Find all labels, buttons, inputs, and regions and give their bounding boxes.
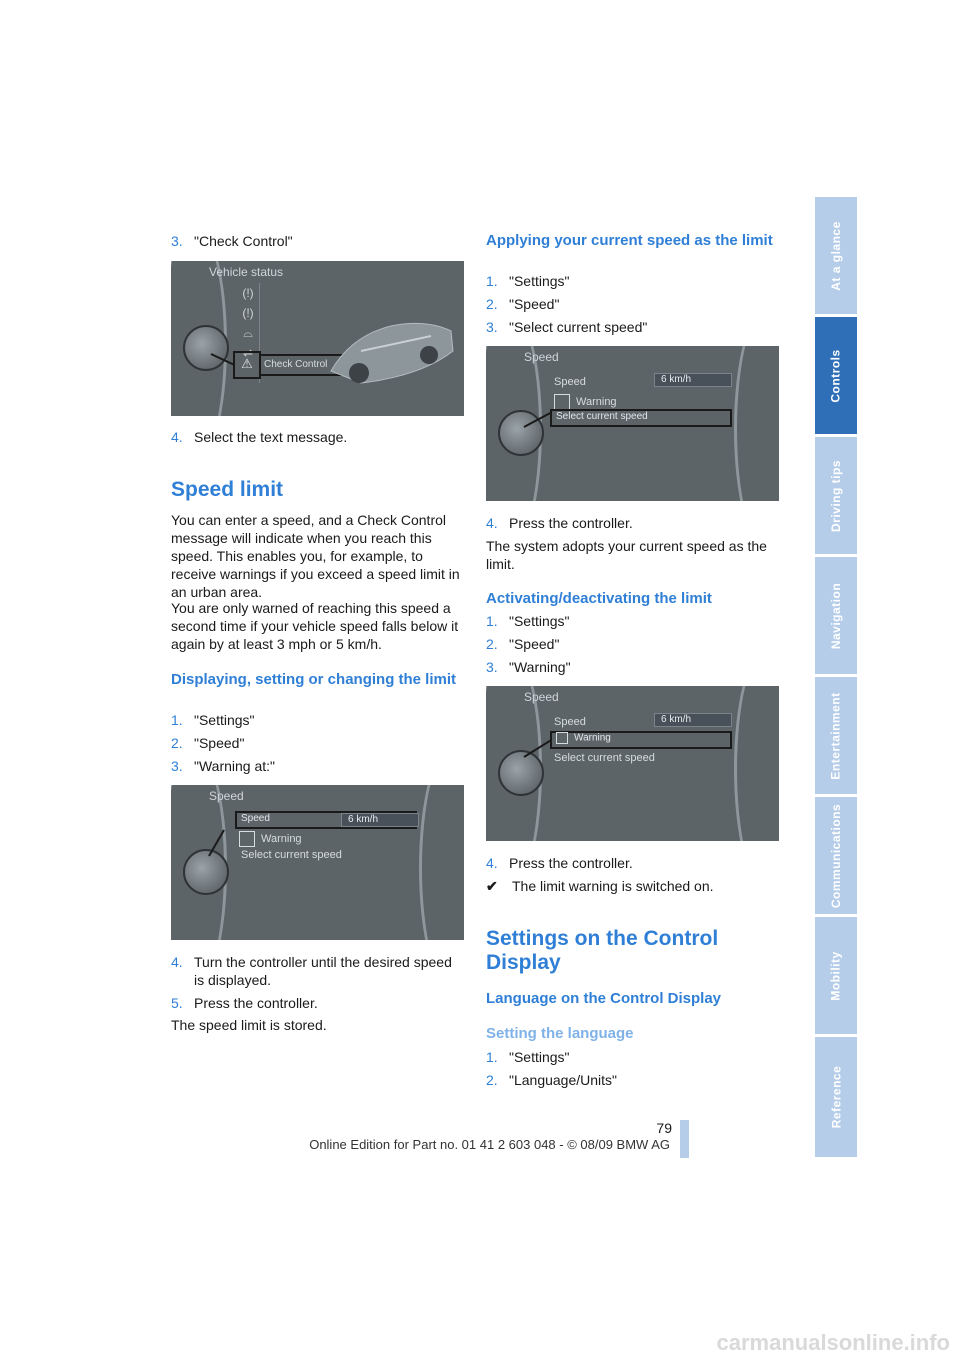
check-control-screenshot — [171, 261, 464, 416]
step-item: 3. "Warning at:" — [171, 758, 276, 774]
step-item: 5. Press the controller. — [171, 995, 318, 1011]
step-item: 4. Turn the controller until the desired speed is displayed. — [171, 954, 452, 988]
step-item: 3. "Warning" — [486, 659, 571, 675]
subsubsection-heading: Setting the language — [486, 1025, 634, 1042]
step-item: 1. "Settings" — [171, 712, 255, 728]
tire-pressure-icon: (!) — [242, 306, 254, 320]
tab-controls[interactable]: Controls — [815, 317, 857, 434]
subsection-heading: Activating/deactivating the limit — [486, 590, 712, 607]
step-item: 1. "Settings" — [486, 273, 570, 289]
section-heading: Speed limit — [171, 478, 284, 501]
step-item: 4. Press the controller. — [486, 515, 633, 531]
speed-screenshot — [171, 785, 464, 940]
subsection-heading: Language on the Control Display — [486, 990, 722, 1007]
section-heading: Settings on the Control Display — [486, 927, 719, 974]
warning-icon: ⚠ — [233, 351, 261, 379]
warning-row: Warning — [550, 731, 732, 749]
warning-option: Warning — [239, 831, 302, 847]
step-item: 1. "Settings" — [486, 613, 570, 629]
warning-screenshot: Speed Speed 6 km/h Warning Select current speed — [486, 686, 779, 841]
step-item: 4. Select the text message. — [171, 429, 348, 445]
tab-navigation[interactable]: Navigation — [815, 557, 857, 674]
subsection-heading: Displaying, setting or changing the limit — [171, 671, 457, 688]
car-illustration — [321, 291, 461, 391]
subsection-heading: Applying your current speed as the limit — [486, 232, 773, 249]
step-item: 1. "Settings" — [486, 1049, 570, 1065]
watermark: carmanualsonline.info — [716, 1330, 950, 1355]
paragraph: The speed limit is stored. — [171, 1017, 327, 1033]
step-item: 4. Press the controller. — [486, 855, 633, 871]
step-item: 2. "Language/Units" — [486, 1072, 618, 1088]
paragraph: You can enter a speed, and a Check Control message will indicate when you reach this speed. This enables you, for example, to receive warnings if you exceed a speed limit in an urban area. — [171, 512, 460, 600]
tab-mobility[interactable]: Mobility — [815, 917, 857, 1034]
tab-entertainment[interactable]: Entertainment — [815, 677, 857, 794]
select-current-speed-option: Select current speed — [241, 849, 342, 861]
tab-driving-tips[interactable]: Driving tips — [815, 437, 857, 554]
page-number: 79 — [656, 1120, 672, 1136]
checkmark-icon: ✔ — [486, 878, 498, 894]
page-marker — [680, 1120, 689, 1158]
step-item: 3. "Select current speed" — [486, 319, 648, 335]
tab-reference[interactable]: Reference — [815, 1037, 857, 1157]
check-note: ✔ The limit warning is switched on. — [486, 878, 714, 894]
step-item: 2. "Speed" — [171, 735, 245, 751]
step-list — [486, 272, 647, 336]
step-list — [486, 1048, 617, 1089]
screen-title: Vehicle status — [209, 265, 284, 279]
speed-row: Speed 6 km/h — [235, 811, 417, 829]
step-item: 2. "Speed" — [486, 296, 560, 312]
check-control-item: Check Control — [259, 354, 345, 376]
car-icon: ⇌ — [242, 346, 254, 360]
paragraph: The system adopts your current speed as the limit. — [486, 538, 767, 572]
step-list — [171, 711, 275, 775]
step-list — [486, 612, 571, 676]
select-current-speed-screenshot: Speed Speed 6 km/h Warning Select current speed — [486, 346, 779, 501]
step-list — [171, 953, 463, 1012]
oil-icon: ⌓ — [243, 326, 253, 340]
tire-icon: (!) — [242, 286, 254, 300]
screen-title: Speed — [209, 789, 244, 803]
paragraph: You are only warned of reaching this speed a second time if your vehicle speed falls below it again by at least 3 mph or 5 km/h. — [171, 600, 459, 652]
select-current-speed-row: Select current speed — [550, 409, 732, 427]
tab-at-a-glance[interactable]: At a glance — [815, 197, 857, 314]
footer-text: Online Edition for Part no. 01 41 2 603 048 - © 08/09 BMW AG — [309, 1137, 670, 1152]
tab-communications[interactable]: Communications — [815, 797, 857, 914]
step-item: 2. "Speed" — [486, 636, 560, 652]
step-item: 3. "Check Control" — [171, 233, 293, 249]
